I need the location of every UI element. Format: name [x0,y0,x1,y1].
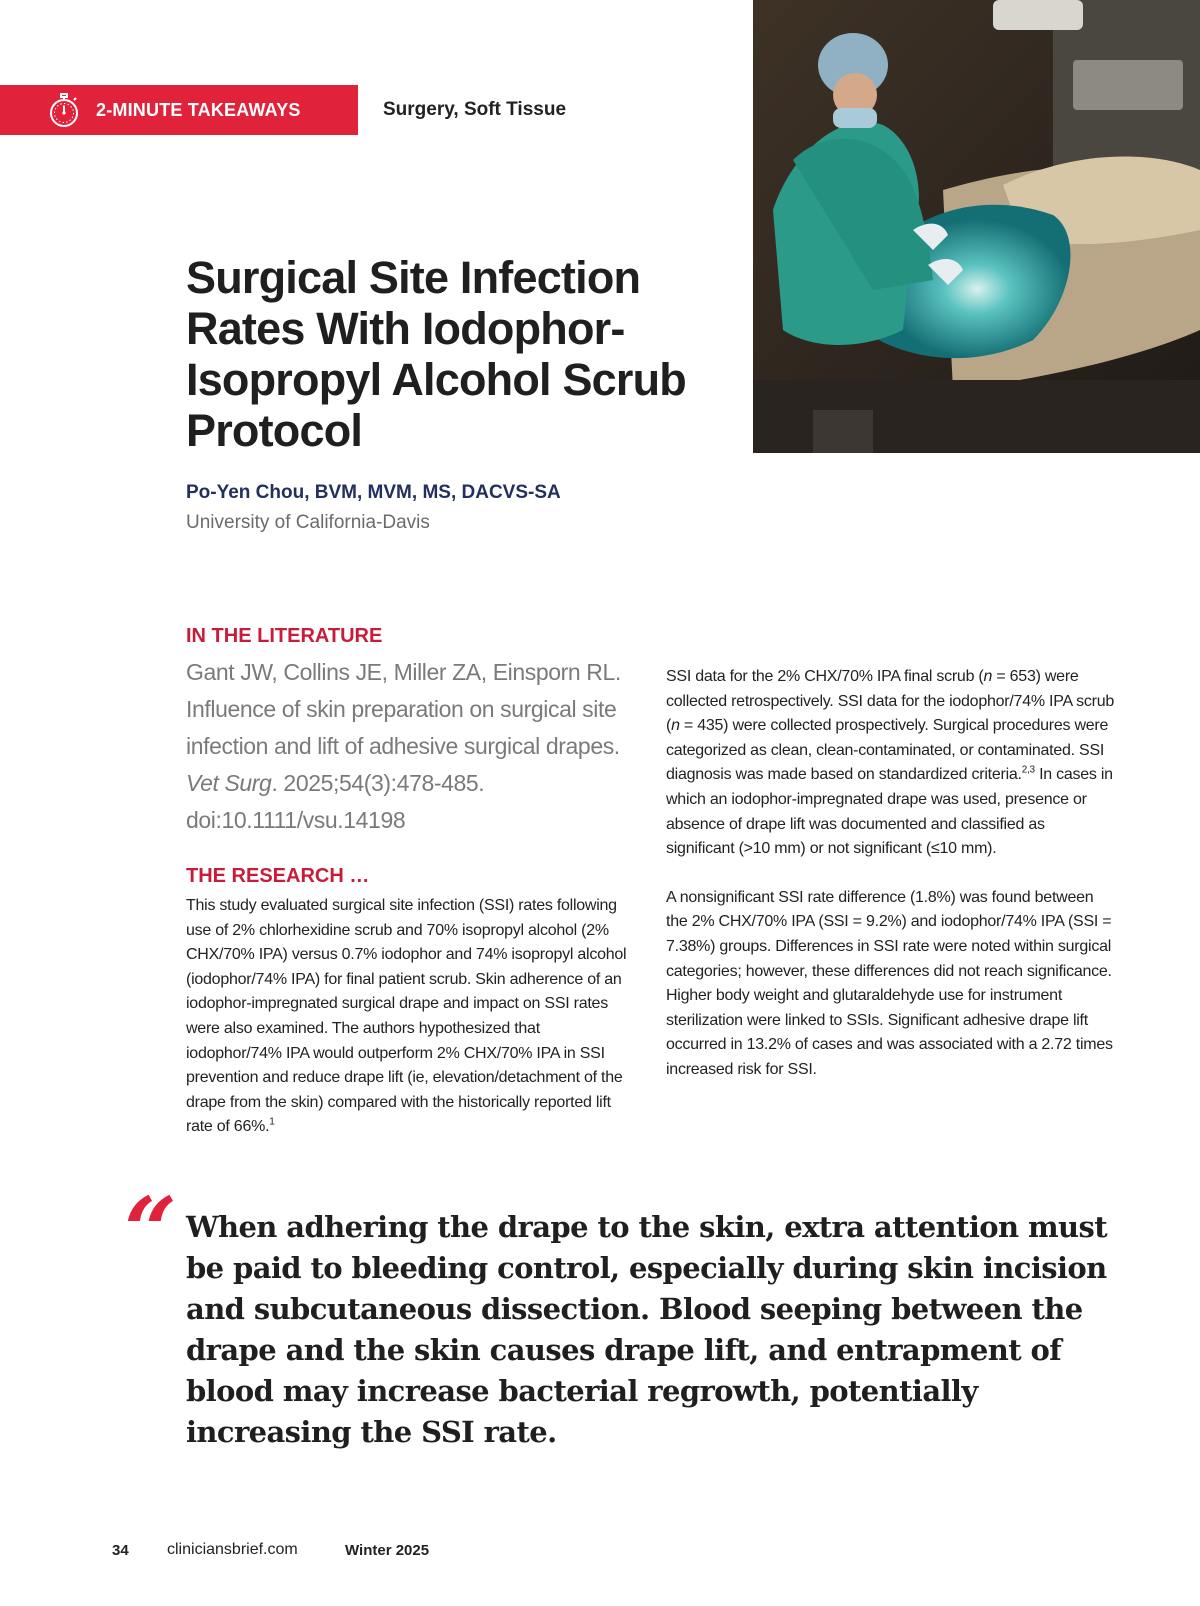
literature-citation [186,654,636,839]
p2-text-d: In cases in which an iodophor-impregnated drape was used, presence or absence of drape lift was documented and classified as significant (>10 mm) or not significant (≤10 mm). [666,766,1113,858]
takeaways-banner [0,85,358,135]
article-title: Surgical Site Infection Rates With Iodophor-Isopropyl Alcohol Scrub Protocol [186,252,686,456]
banner-label: 2-MINUTE TAKEAWAYS [96,99,301,120]
research-p1-text: This study evaluated surgical site infection (SSI) rates following use of 2% chlorhexidine scrub and 70% isopropyl alcohol (2% CHX/70% IPA) versus 0.7% iodophor and 74% isopropyl alcohol (iodophor/74% IPA) for final patient scrub. Skin adherence of an iodophor-impregnated surgical drape and impact on SSI rates were also examined. The authors hypothesized that iodophor/74% IPA would outperform 2% CHX/70% IPA in SSI prevention and reduce drape lift (ie, elevation/detachment of the drape from the skin) compared with the historically reported lift rate of 66%. [186,897,627,1136]
citation-authors: Gant JW, Collins JE, Miller ZA, Einsporn RL. [186,659,621,685]
page-number: 34 [112,1542,129,1559]
stopwatch-icon [46,92,82,128]
site-link[interactable]: cliniciansbrief.com [167,1541,298,1558]
citation-journal: Vet Surg [186,770,272,796]
author-affiliation: University of California-Davis [186,512,430,533]
p2-n-symbol: n [671,717,680,735]
quote-mark-icon: “ [124,1177,177,1285]
left-column [186,625,636,1140]
p2-text-c: = 435) were collected prospectively. Surgical procedures were categorized as clean, clean-contaminated, or contaminated. SSI diagnosis was made based on standardized criteria. [666,717,1109,784]
research-paragraph-2 [666,665,1116,862]
right-column [666,665,1116,1083]
p2-text-b: = 653) were collected retrospectively. SSI data for the iodophor/74% IPA scrub ( [666,668,1115,735]
literature-heading: IN THE LITERATURE [186,625,383,647]
citation-article-title: Influence of skin preparation on surgical site infection and lift of adhesive surgical drapes. [186,696,620,759]
p2-n-symbol: n [983,668,993,685]
issue-label: Winter 2025 [345,1542,430,1559]
research-paragraph-1 [186,894,636,1140]
p2-text-a: SSI data for the 2% CHX/70% IPA final scrub ( [666,668,984,685]
citation-details: . 2025;54(3):478-485. doi:10.1111/vsu.14198 [186,770,485,833]
reference-superscript: 1 [269,1117,275,1129]
category-label: Surgery, Soft Tissue [383,99,567,120]
research-heading: THE RESEARCH … [186,865,370,887]
reference-superscript: 2,3 [1021,765,1035,777]
research-paragraph-3: A nonsignificant SSI rate difference (1.8%) was found between the 2% CHX/70% IPA (SSI = 9.2%) and iodophor/74% IPA (SSI = 7.38%) groups. Differences in SSI rate were noted within surgical categories; however, these differences did not reach significance. Higher body weight and glutaraldehyde use for instrument sterilization were linked to SSIs. Significant adhesive drape lift occurred in 13.2% of cases and was associated with a 2.72 times increased risk for SSI. [666,888,1113,1078]
author-name: Po-Yen Chou, BVM, MVM, MS, DACVS-SA [186,482,561,503]
surgery-photo [753,0,1200,453]
pull-quote: When adhering the drape to the skin, extra attention must be paid to bleeding control, especially during skin incision and subcutaneous dissection. Blood seeping between the drape and the skin causes drape lift, and entrapment of blood may increase bacterial regrowth, potentially increasing the SSI rate. [186,1210,1108,1449]
